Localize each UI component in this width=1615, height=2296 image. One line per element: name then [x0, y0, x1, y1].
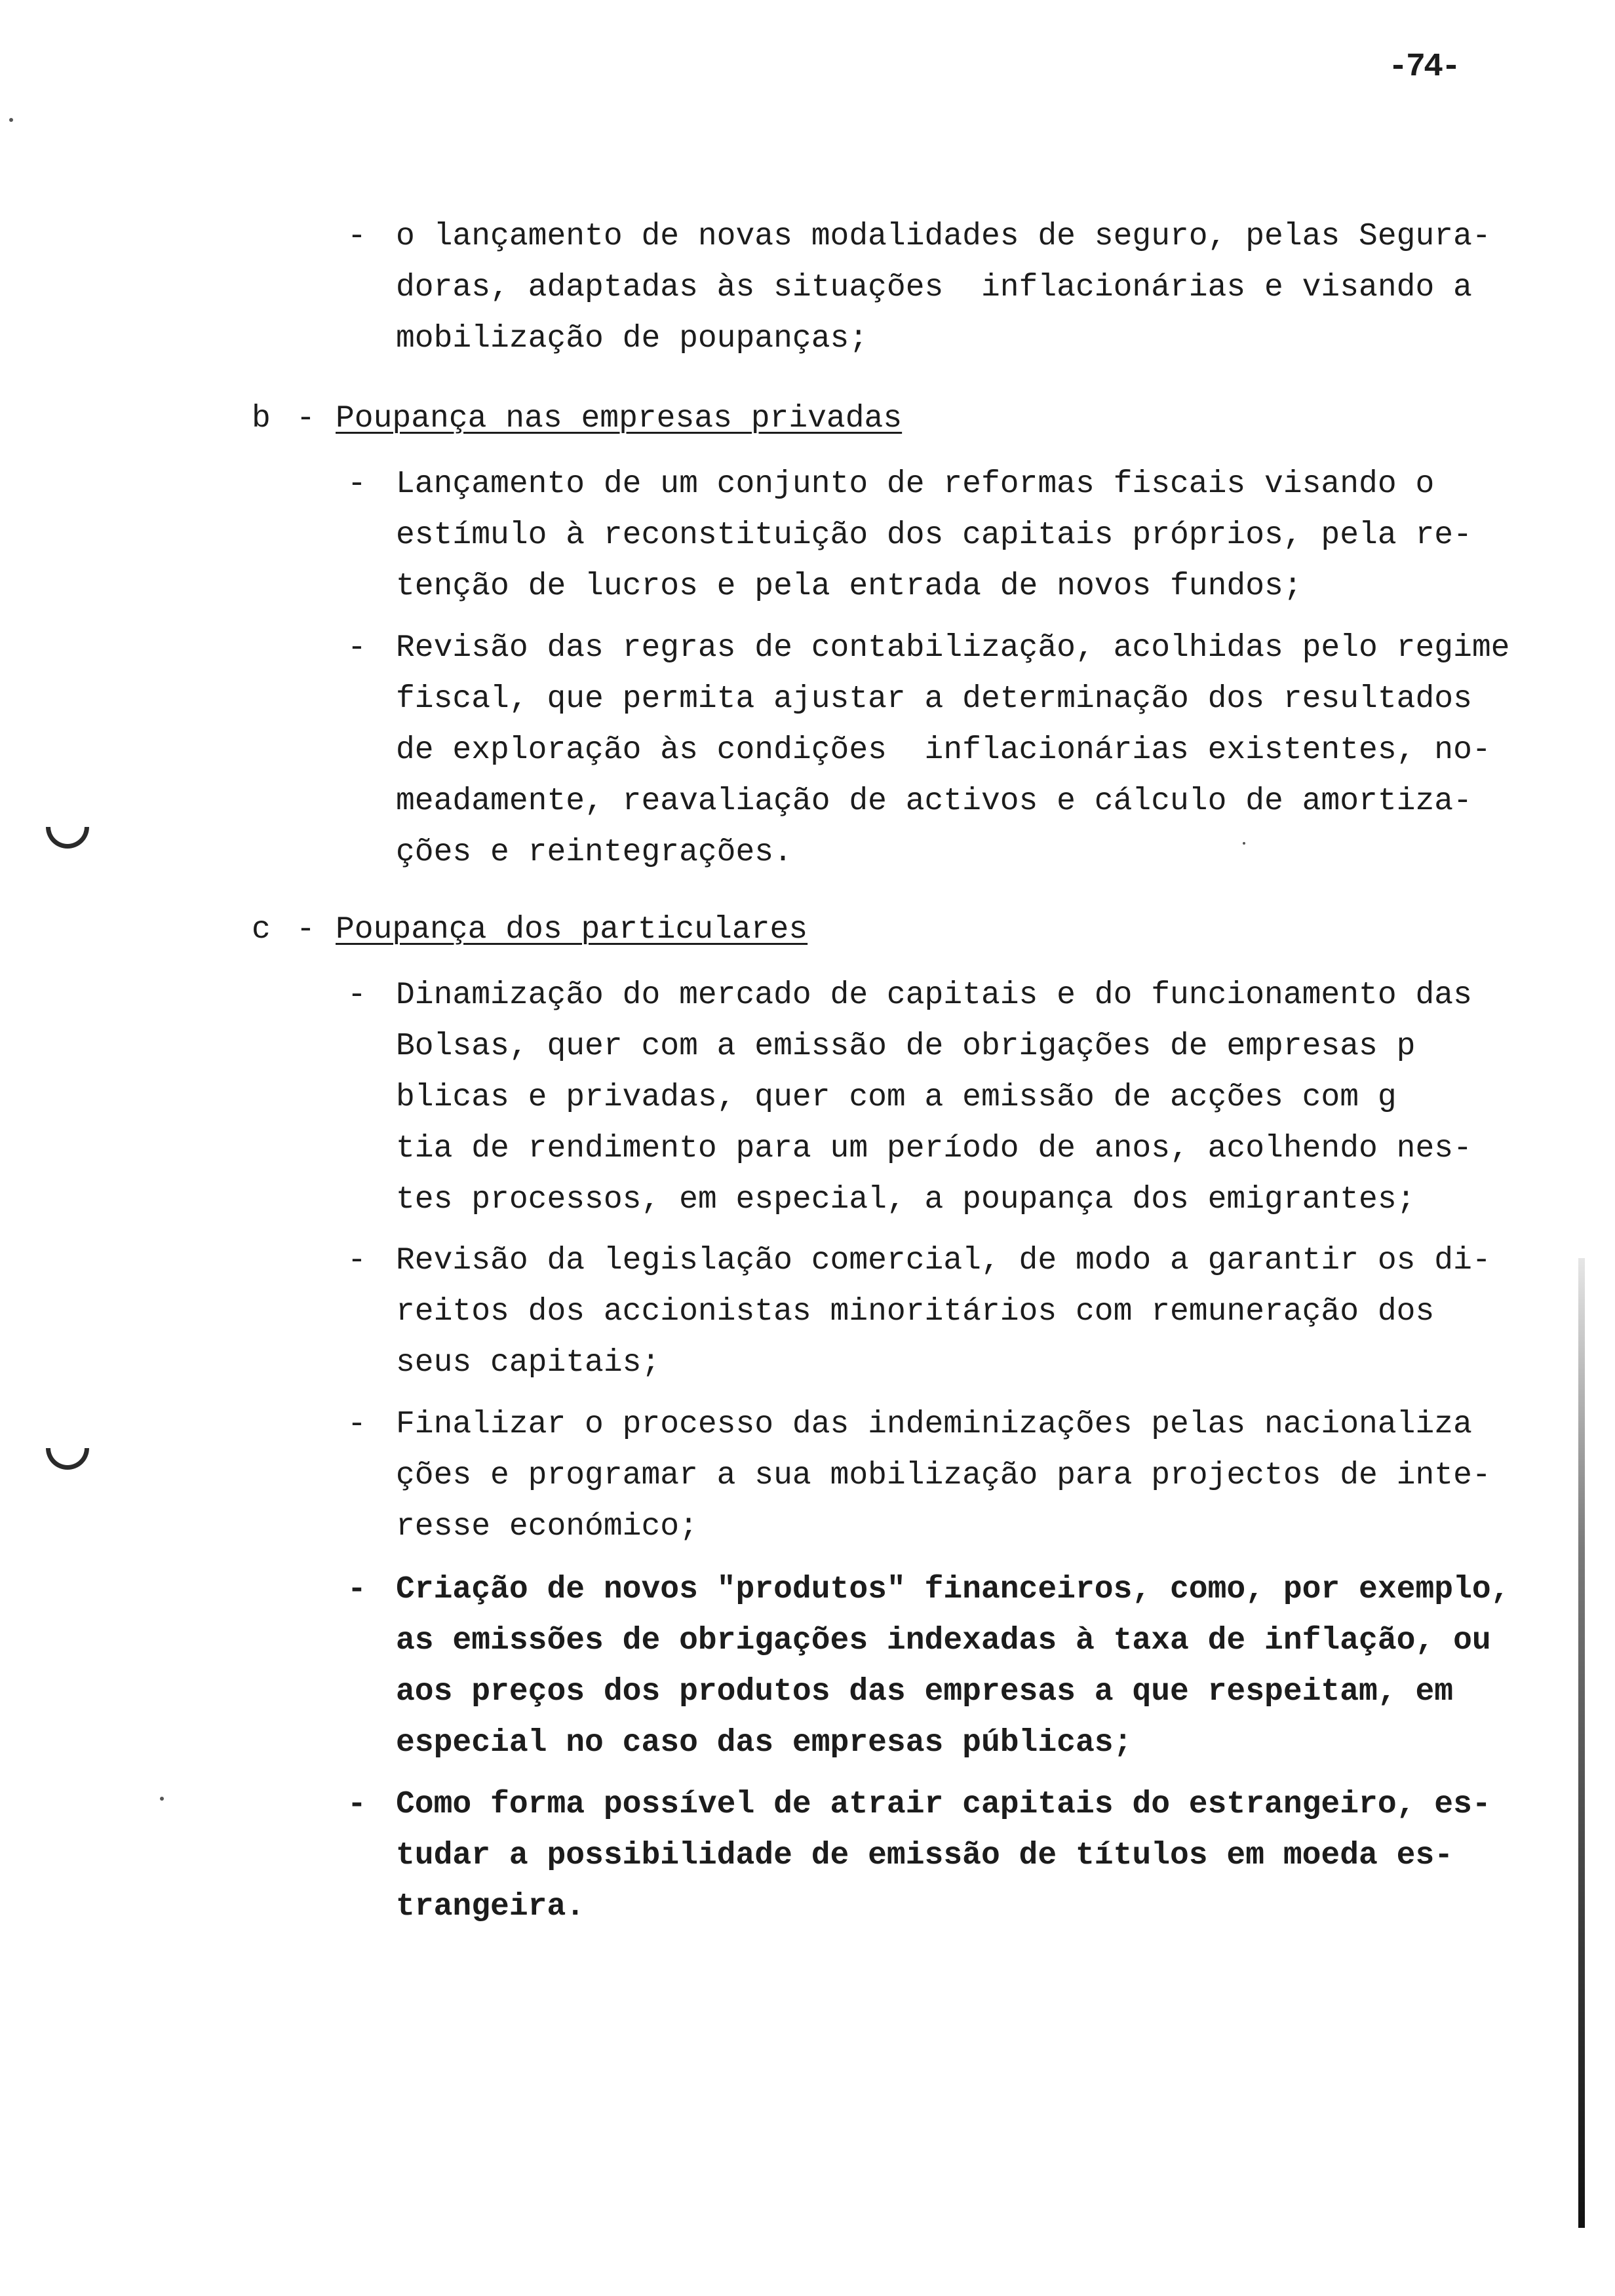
section-title: Poupança dos particulares	[336, 912, 808, 947]
paragraph-line: Como forma possível de atrair capitais do estrangeiro, es-	[396, 1787, 1491, 1822]
paragraph-line: meadamente, reavaliação de activos e cálculo de amortiza-	[396, 784, 1472, 819]
bullet-dash: -	[347, 978, 366, 1013]
section-letter: c	[252, 912, 271, 947]
scan-speck	[160, 1797, 164, 1801]
paragraph-line: Revisão da legislação comercial, de modo a garantir os di-	[396, 1243, 1491, 1278]
punch-hole-mark	[46, 1448, 89, 1470]
bullet-dash: -	[347, 630, 366, 666]
paragraph-line: doras, adaptadas às situações inflacionárias e visando a	[396, 270, 1472, 305]
paragraph-line: tenção de lucros e pela entrada de novos fundos;	[396, 569, 1302, 604]
paragraph-line: Finalizar o processo das indeminizações pelas nacionaliza	[396, 1407, 1472, 1442]
paragraph-line: as emissões de obrigações indexadas à taxa de inflação, ou	[396, 1623, 1491, 1658]
scan-edge-shadow	[1578, 1258, 1585, 2228]
paragraph-line: blicas e privadas, quer com a emissão de acções com g	[396, 1080, 1397, 1115]
paragraph-line: resse económico;	[396, 1509, 698, 1544]
bullet-dash: -	[347, 467, 366, 502]
scan-speck	[9, 118, 13, 122]
bullet-dash: -	[347, 1407, 366, 1442]
section-dash: -	[296, 401, 315, 436]
section-title: Poupança nas empresas privadas	[336, 401, 903, 436]
page-number: -74-	[1388, 48, 1460, 86]
paragraph-line: ções e reintegrações.	[396, 835, 792, 870]
bullet-dash: -	[347, 1572, 366, 1607]
paragraph-line: ções e programar a sua mobilização para projectos de inte-	[396, 1458, 1491, 1493]
paragraph-line: Lançamento de um conjunto de reformas fiscais visando o	[396, 467, 1435, 502]
section-dash: -	[296, 912, 315, 947]
bullet-dash: -	[347, 219, 366, 254]
scan-speck	[1243, 842, 1245, 845]
section-letter: b	[252, 401, 271, 436]
paragraph-line: estímulo à reconstituição dos capitais próprios, pela re-	[396, 518, 1472, 553]
bullet-dash: -	[347, 1243, 366, 1278]
punch-hole-mark	[46, 827, 89, 849]
paragraph-line: de exploração às condições inflacionárias existentes, no-	[396, 733, 1491, 768]
paragraph-line: Dinamização do mercado de capitais e do funcionamento das	[396, 978, 1472, 1013]
paragraph-line: Revisão das regras de contabilização, acolhidas pelo regime	[396, 630, 1510, 666]
paragraph-line: o lançamento de novas modalidades de seguro, pelas Segura-	[396, 219, 1491, 254]
paragraph-line: aos preços dos produtos das empresas a que respeitam, em	[396, 1674, 1454, 1710]
paragraph-line: tia de rendimento para um período de anos, acolhendo nes-	[396, 1131, 1472, 1166]
paragraph-line: seus capitais;	[396, 1345, 661, 1381]
paragraph-line: trangeira.	[396, 1889, 585, 1924]
paragraph-line: tudar a possibilidade de emissão de títulos em moeda es-	[396, 1838, 1454, 1873]
paragraph-line: reitos dos accionistas minoritários com remuneração dos	[396, 1294, 1435, 1330]
bullet-dash: -	[347, 1787, 366, 1822]
paragraph-line: Bolsas, quer com a emissão de obrigações de empresas p	[396, 1029, 1416, 1064]
paragraph-line: especial no caso das empresas públicas;	[396, 1725, 1133, 1761]
paragraph-line: fiscal, que permita ajustar a determinação dos resultados	[396, 681, 1472, 717]
paragraph-line: Criação de novos "produtos" financeiros, como, por exemplo,	[396, 1572, 1510, 1607]
paragraph-line: tes processos, em especial, a poupança dos emigrantes;	[396, 1182, 1416, 1217]
paragraph-line: mobilização de poupanças;	[396, 321, 868, 356]
